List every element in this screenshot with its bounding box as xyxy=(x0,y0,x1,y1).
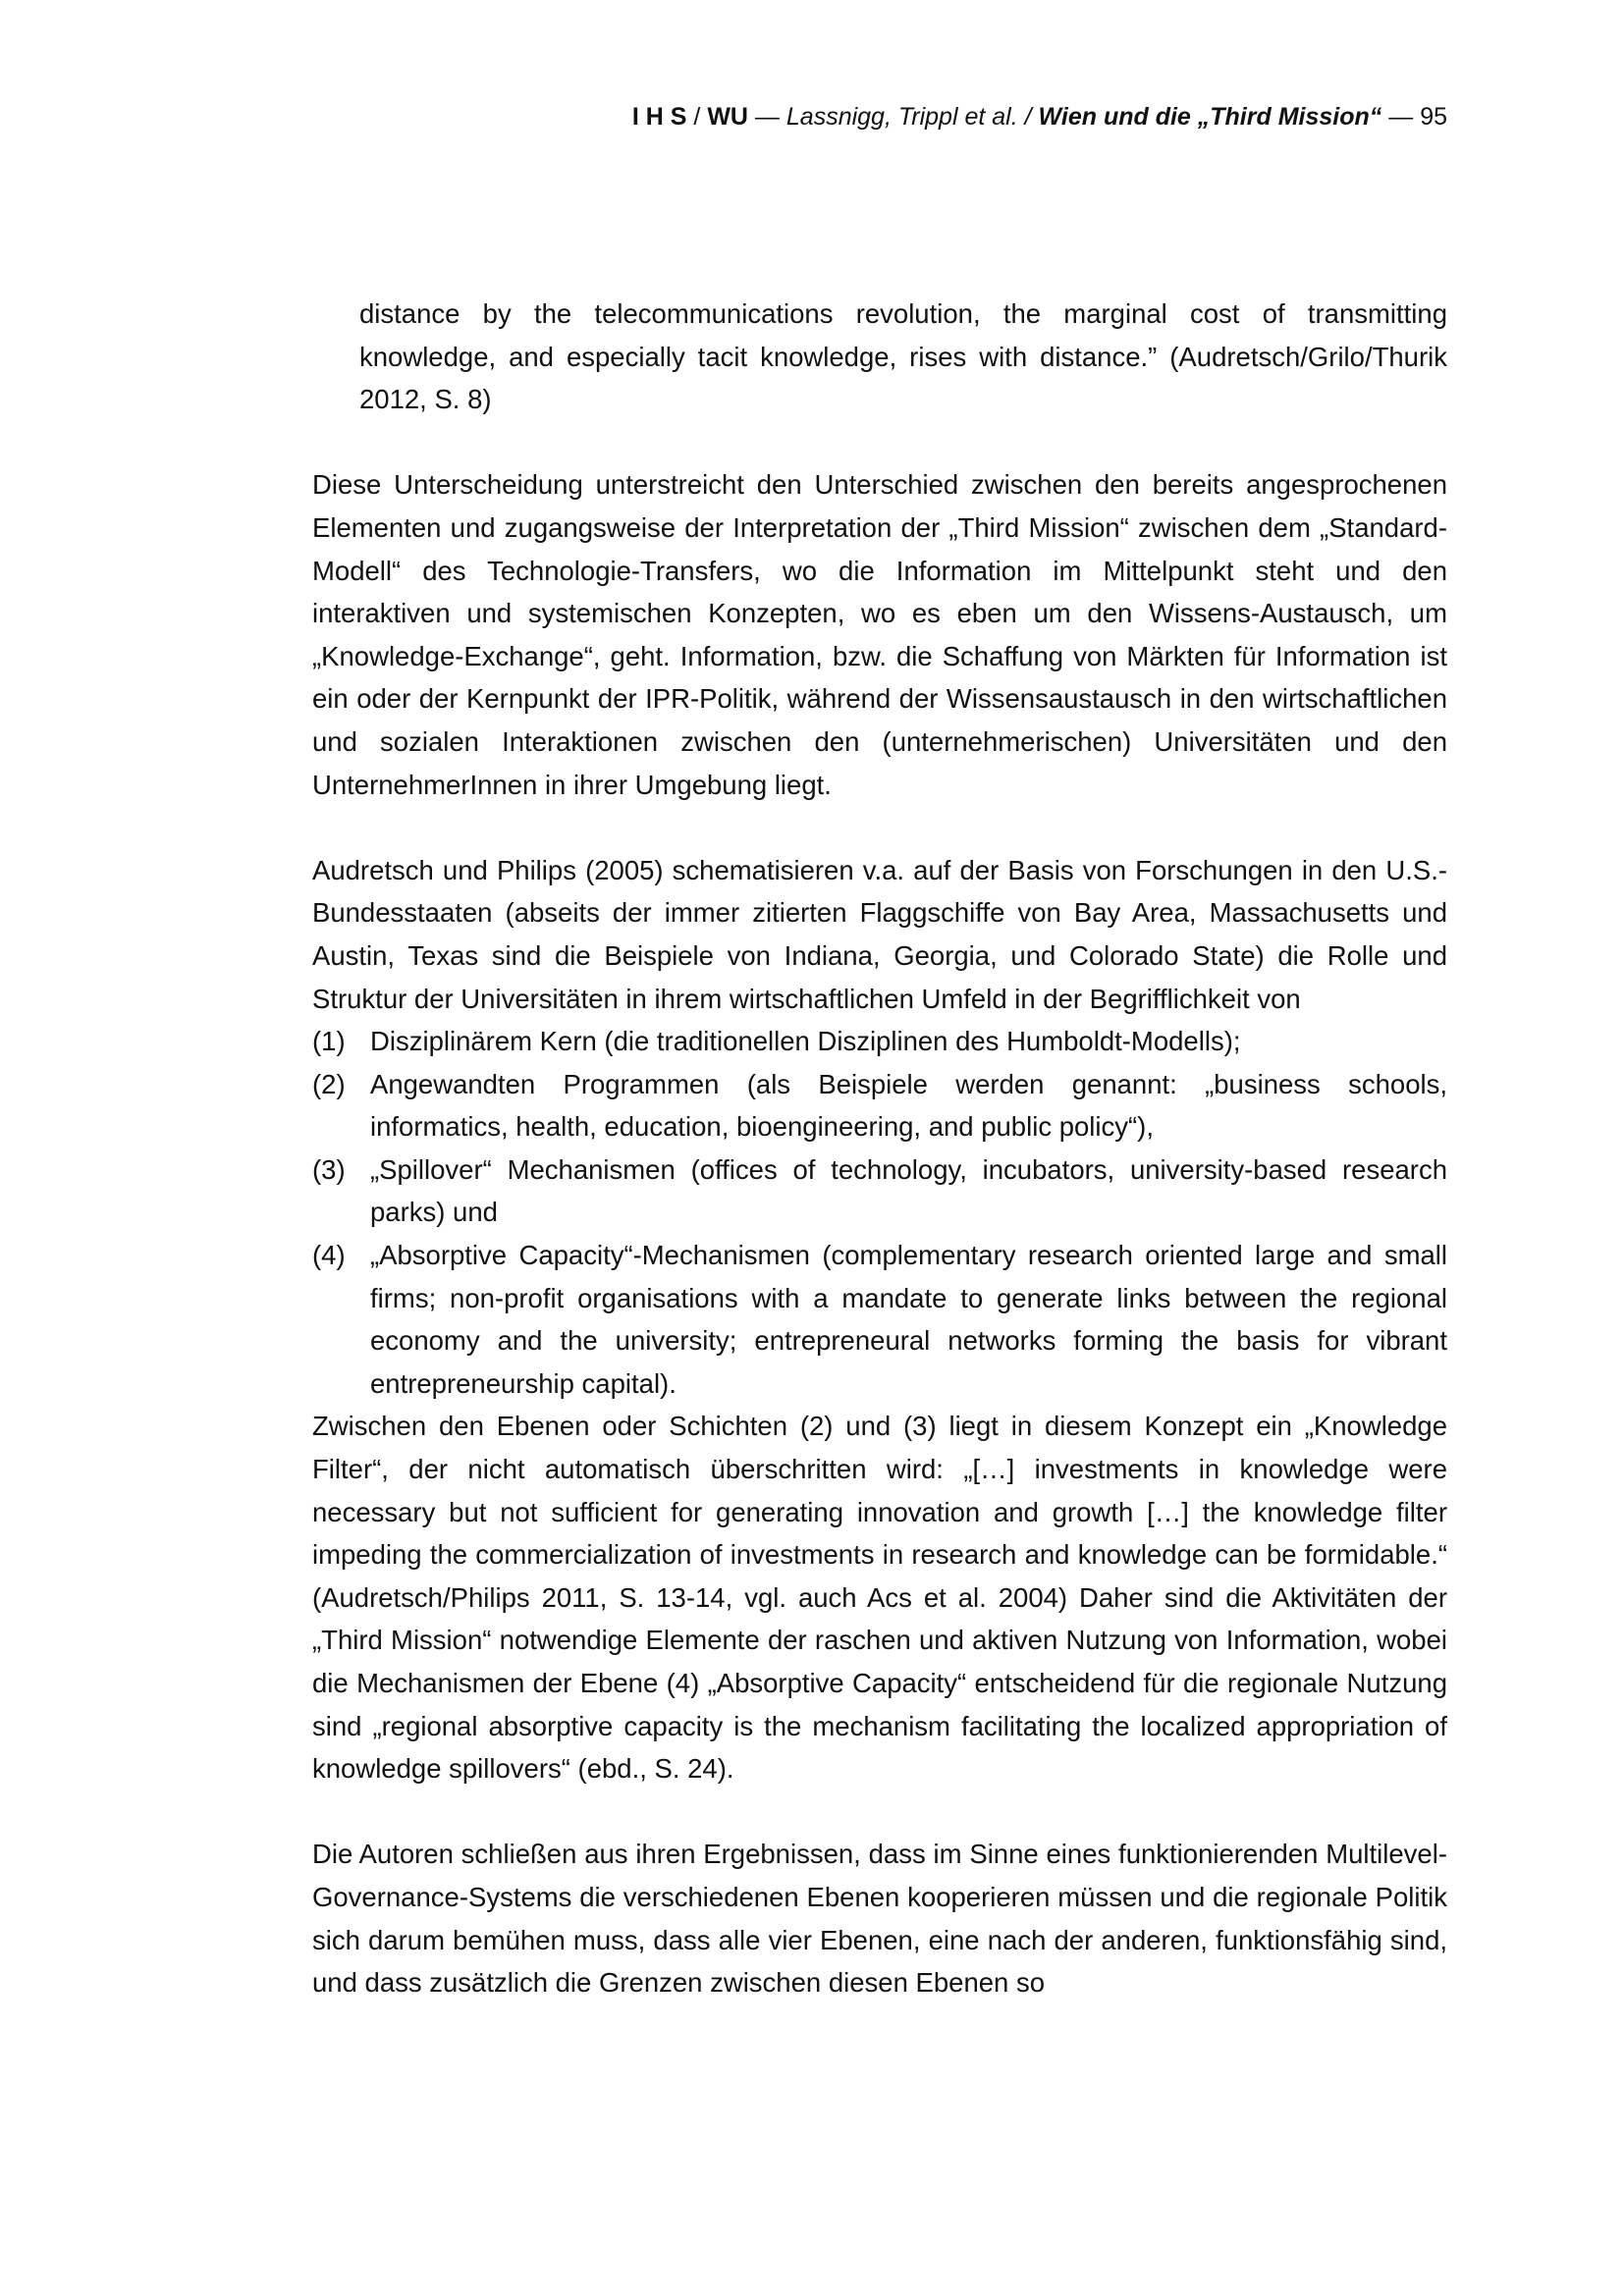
list-text: „Spillover“ Mechanismen (offices of technology, incubators, university-based research parks) und xyxy=(370,1153,1447,1228)
numbered-list xyxy=(312,1020,1447,1405)
list-number: (4) xyxy=(312,1240,346,1271)
list-item xyxy=(312,1020,1447,1063)
header-dash: — xyxy=(747,103,786,131)
header-authors: Lassnigg, Trippl et al. / xyxy=(785,103,1039,131)
paragraph: Zwischen den Ebenen oder Schichten (2) und (3) liegt in diesem Konzept ein „Knowledge Filter“, der nicht automatisch überschritten wird: „[…] investments in knowledge were necessary but not sufficient for generating innovation and growth […] the knowledge filter impeding the commercialization of investments in research and knowledge can be formidable.“ (Audretsch/Philips 2011, S. 13-14, vgl. auch Acs et al. 2004) Daher sind die Aktivitäten der „Third Mission“ notwendige Elemente der raschen und aktiven Nutzung von Information, wobei die Mechanismen der Ebene (4) „Absorptive Capacity“ entscheidend für die regionale Nutzung sind „regional absorptive capacity is the mechanism facilitating the localized appropriation of knowledge spillovers“ (ebd., S. 24). xyxy=(312,1411,1447,1785)
list-item xyxy=(312,1234,1447,1405)
header-title: Wien und die „Third Mission“ xyxy=(1038,103,1382,131)
paragraph: Audretsch und Philips (2005) schematisieren v.a. auf der Basis von Forschungen in den U.S.-Bundesstaaten (abseits der immer zitierten Flaggschiffe von Bay Area, Massachusetts und Austin, Texas sind die Beispiele von Indiana, Georgia, und Colorado State) die Rolle und Struktur der Universitäten in ihrem wirtschaftlichen Umfeld in der Begrifflichkeit von xyxy=(312,854,1447,1014)
header-org: I H S xyxy=(631,103,687,131)
paragraph: Diese Unterscheidung unterstreicht den Unterschied zwischen den bereits angesprochenen Elementen und zugangsweise der Interpretation der „Third Mission“ zwischen dem „Standard-Modell“ des Technologie-Transfers, wo die Information im Mittelpunkt steht und den interaktiven und systemischen Konzepten, wo es eben um den Wissens-Austausch, um „Knowledge-Exchange“, geht. Information, bzw. die Schaffung von Märkten für Information ist ein oder der Kernpunkt der IPR-Politik, während der Wissensaustausch in den wirtschaftlichen und sozialen Interaktionen zwischen den (unternehmerischen) Universitäten und den UnternehmerInnen in ihrer Umgebung liegt. xyxy=(312,469,1447,800)
paragraph: Die Autoren schließen aus ihren Ergebnissen, dass im Sinne eines funktionierenden Multilevel-Governance-Systems die verschiedenen Ebenen kooperieren müssen und die regionale Politik sich darum bemühen muss, dass alle vier Ebenen, eine nach der anderen, funktionsfähig sind, und dass zusätzlich die Grenzen zwischen diesen Ebenen so xyxy=(312,1839,1447,1999)
list-item xyxy=(312,1063,1447,1148)
paragraph-spacer xyxy=(312,1790,1447,1834)
paragraph-spacer xyxy=(312,421,1447,464)
list-text: „Absorptive Capacity“-Mechanismen (complementary research oriented large and small firms; non-profit organisations with a mandate to generate links between the regional economy and the university; entrepreneural networks forming the basis for vibrant entrepreneurship capital). xyxy=(370,1240,1447,1399)
page-body xyxy=(312,293,1447,2004)
header-unit: WU xyxy=(707,103,748,131)
page-number: 95 xyxy=(1420,103,1447,131)
list-item xyxy=(312,1148,1447,1234)
header-separator: / xyxy=(686,103,708,131)
list-text: Disziplinärem Kern (die traditionellen Disziplinen des Humboldt-Modells); xyxy=(370,1026,1241,1057)
block-quote: distance by the telecommunications revolution, the marginal cost of transmitting knowledge, and especially tacit knowledge, rises with distance.” (Audretsch/Grilo/Thurik 2012, S. 8) xyxy=(359,298,1447,415)
list-text: Angewandten Programmen (als Beispiele werden genannt: „business schools, informatics, health, education, bioengineering, and public policy“), xyxy=(370,1068,1447,1143)
running-header xyxy=(632,102,1447,132)
list-number: (1) xyxy=(312,1026,346,1057)
header-dash-2: — xyxy=(1381,103,1421,131)
list-number: (3) xyxy=(312,1153,346,1185)
list-number: (2) xyxy=(312,1068,346,1099)
paragraph-spacer xyxy=(312,806,1447,849)
